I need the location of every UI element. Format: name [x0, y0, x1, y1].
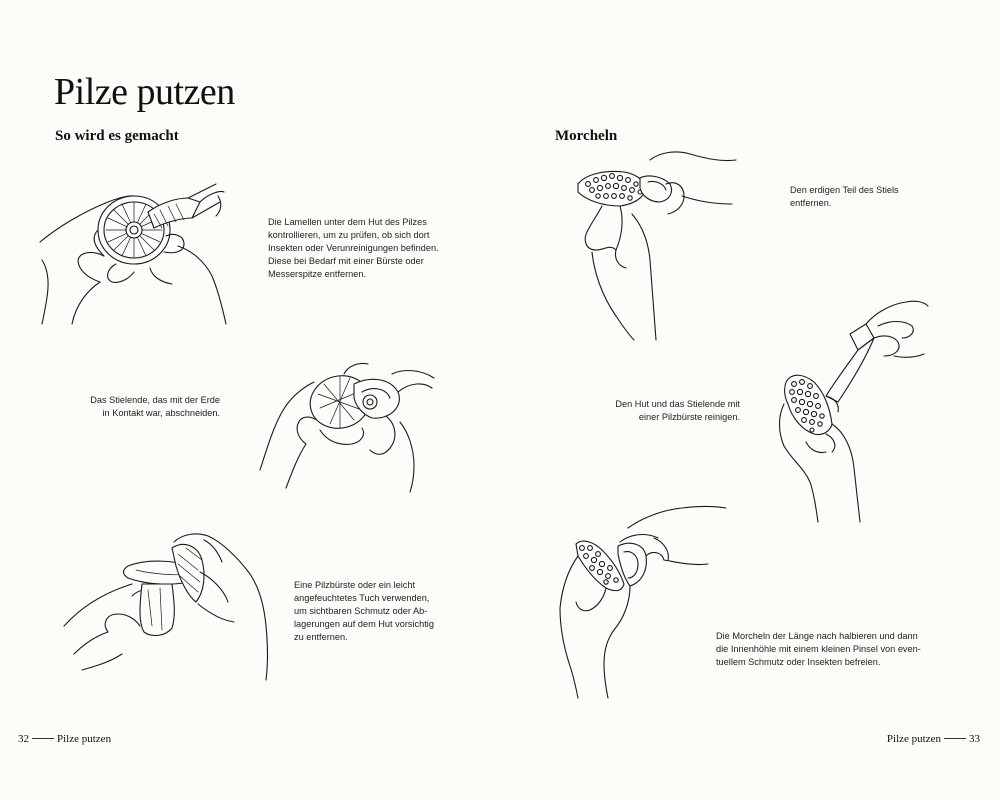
cap-cleaning-illustration [62, 530, 272, 680]
folio-right [887, 733, 980, 745]
morel-halving-illustration [558, 498, 728, 698]
section-heading-right: Morcheln [555, 128, 618, 144]
caption-morel-halve: Die Morcheln der Länge nach halbieren und dann die Innenhöhle mit einem kleinen Pinsel von even- tuellem Schmutz oder Insekten befreien. [716, 631, 921, 667]
morel-stem-trim-illustration [572, 140, 742, 340]
page-title: Pilze putzen [54, 71, 235, 113]
caption-morel-brush: Den Hut und das Stielende mit einer Pilzbürste reinigen. [615, 399, 740, 422]
section-heading-left: So wird es gemacht [55, 128, 179, 144]
gills-inspection-illustration [38, 172, 238, 332]
running-head-right: Pilze putzen [886, 733, 941, 745]
folio-rule-right [944, 738, 966, 739]
caption-stem: Das Stielende, das mit der Erde in Kontakt war, abschneiden. [90, 395, 220, 418]
page-number-left: 32 [18, 733, 29, 745]
running-head-left: Pilze putzen [57, 733, 112, 745]
folio-left [18, 733, 111, 745]
caption-cap: Eine Pilzbürste oder ein leicht angefeuchtetes Tuch verwenden, um sichtbaren Schmutz oder Ab- lagerungen auf dem Hut vorsichtig zu entfernen. [294, 580, 434, 642]
page-number-right: 33 [969, 733, 980, 745]
folio-rule-left [32, 738, 54, 739]
stem-cutting-illustration [258, 352, 438, 492]
caption-morel-trim: Den erdigen Teil des Stiels entfernen. [790, 185, 899, 208]
morel-brush-illustration [766, 292, 928, 522]
caption-gills: Die Lamellen unter dem Hut des Pilzes kontrollieren, um zu prüfen, ob sich dort Insekten oder Verunreinigungen befinden. Diese bei Bedarf mit einer Bürste oder Messerspitze entfernen. [268, 217, 439, 279]
